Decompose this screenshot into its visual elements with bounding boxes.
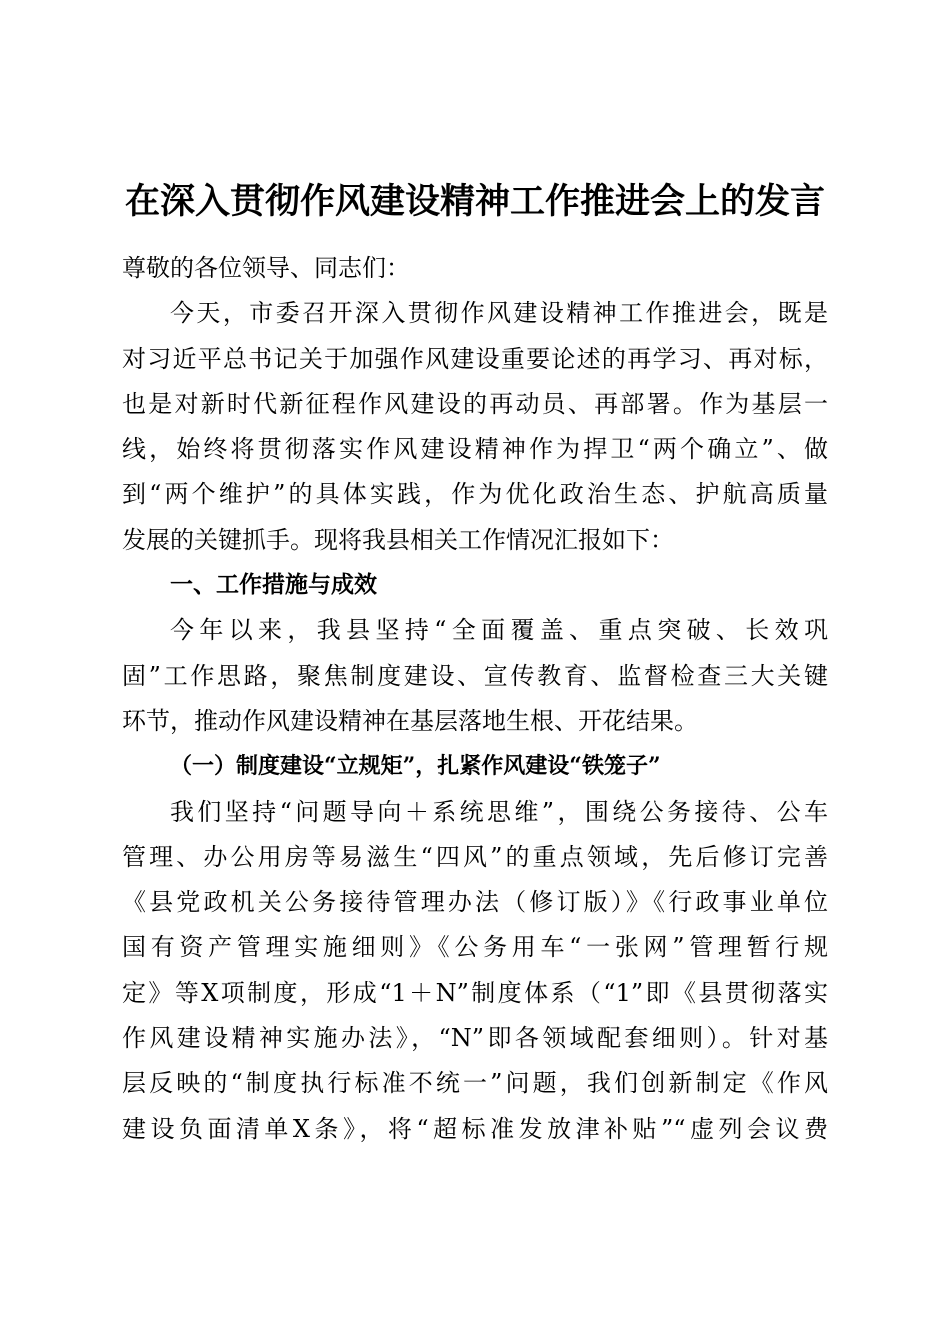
document-title: 在深入贯彻作风建设精神工作推进会上的发言 <box>124 181 825 222</box>
paragraph-2-line-2: 固”工作思路，聚焦制度建设、宣传教育、监督检查三大关键 <box>122 661 828 690</box>
salutation: 尊敬的各位领导、同志们： <box>122 254 410 282</box>
paragraph-1-line-5: 到“两个维护”的具体实践，作为优化政治生态、护航高质量 <box>122 480 828 509</box>
paragraph-1-line-3: 也是对新时代新征程作风建设的再动员、再部署。作为基层一 <box>122 389 828 418</box>
paragraph-1-line-4: 线，始终将贯彻落实作风建设精神作为捍卫“两个确立”、做 <box>122 435 828 464</box>
paragraph-3-line-7: 层反映的“制度执行标准不统一”问题，我们创新制定《作风 <box>122 1069 828 1098</box>
paragraph-3-line-6: 作风建设精神实施办法》，“N”即各领域配套细则）。针对基 <box>122 1024 828 1053</box>
paragraph-3-line-8: 建设负面清单X条》，将“超标准发放津补贴”“虚列会议费 <box>122 1114 828 1143</box>
paragraph-3-line-1: 我们坚持“问题导向＋系统思维”，围绕公务接待、公车 <box>170 797 828 826</box>
paragraph-2-line-1: 今年以来，我县坚持“全面覆盖、重点突破、长效巩 <box>170 616 828 645</box>
paragraph-3-line-5: 定》等X项制度，形成“1＋N”制度体系（“1”即《县贯彻落实 <box>122 978 828 1007</box>
paragraph-1-line-6: 发展的关键抓手。现将我县相关工作情况汇报如下： <box>122 525 674 554</box>
section-heading-1: 一、工作措施与成效 <box>170 572 377 599</box>
paragraph-3-line-3: 《县党政机关公务接待管理办法（修订版）》《行政事业单位 <box>122 888 828 917</box>
document-body <box>122 246 828 1152</box>
paragraph-1-line-1: 今天，市委召开深入贯彻作风建设精神工作推进会，既是 <box>170 299 828 328</box>
paragraph-2-line-3: 环节，推动作风建设精神在基层落地生根、开花结果。 <box>122 706 698 735</box>
paragraph-1-line-2: 对习近平总书记关于加强作风建设重要论述的再学习、再对标， <box>122 344 828 373</box>
paragraph-3-line-4: 国有资产管理实施细则》《公务用车“一张网”管理暂行规 <box>122 933 828 962</box>
paragraph-3-line-2: 管理、办公用房等易滋生“四风”的重点领域，先后修订完善 <box>122 842 828 871</box>
subsection-heading-1: （一）制度建设“立规矩”，扎紧作风建设“铁笼子” <box>170 753 661 780</box>
